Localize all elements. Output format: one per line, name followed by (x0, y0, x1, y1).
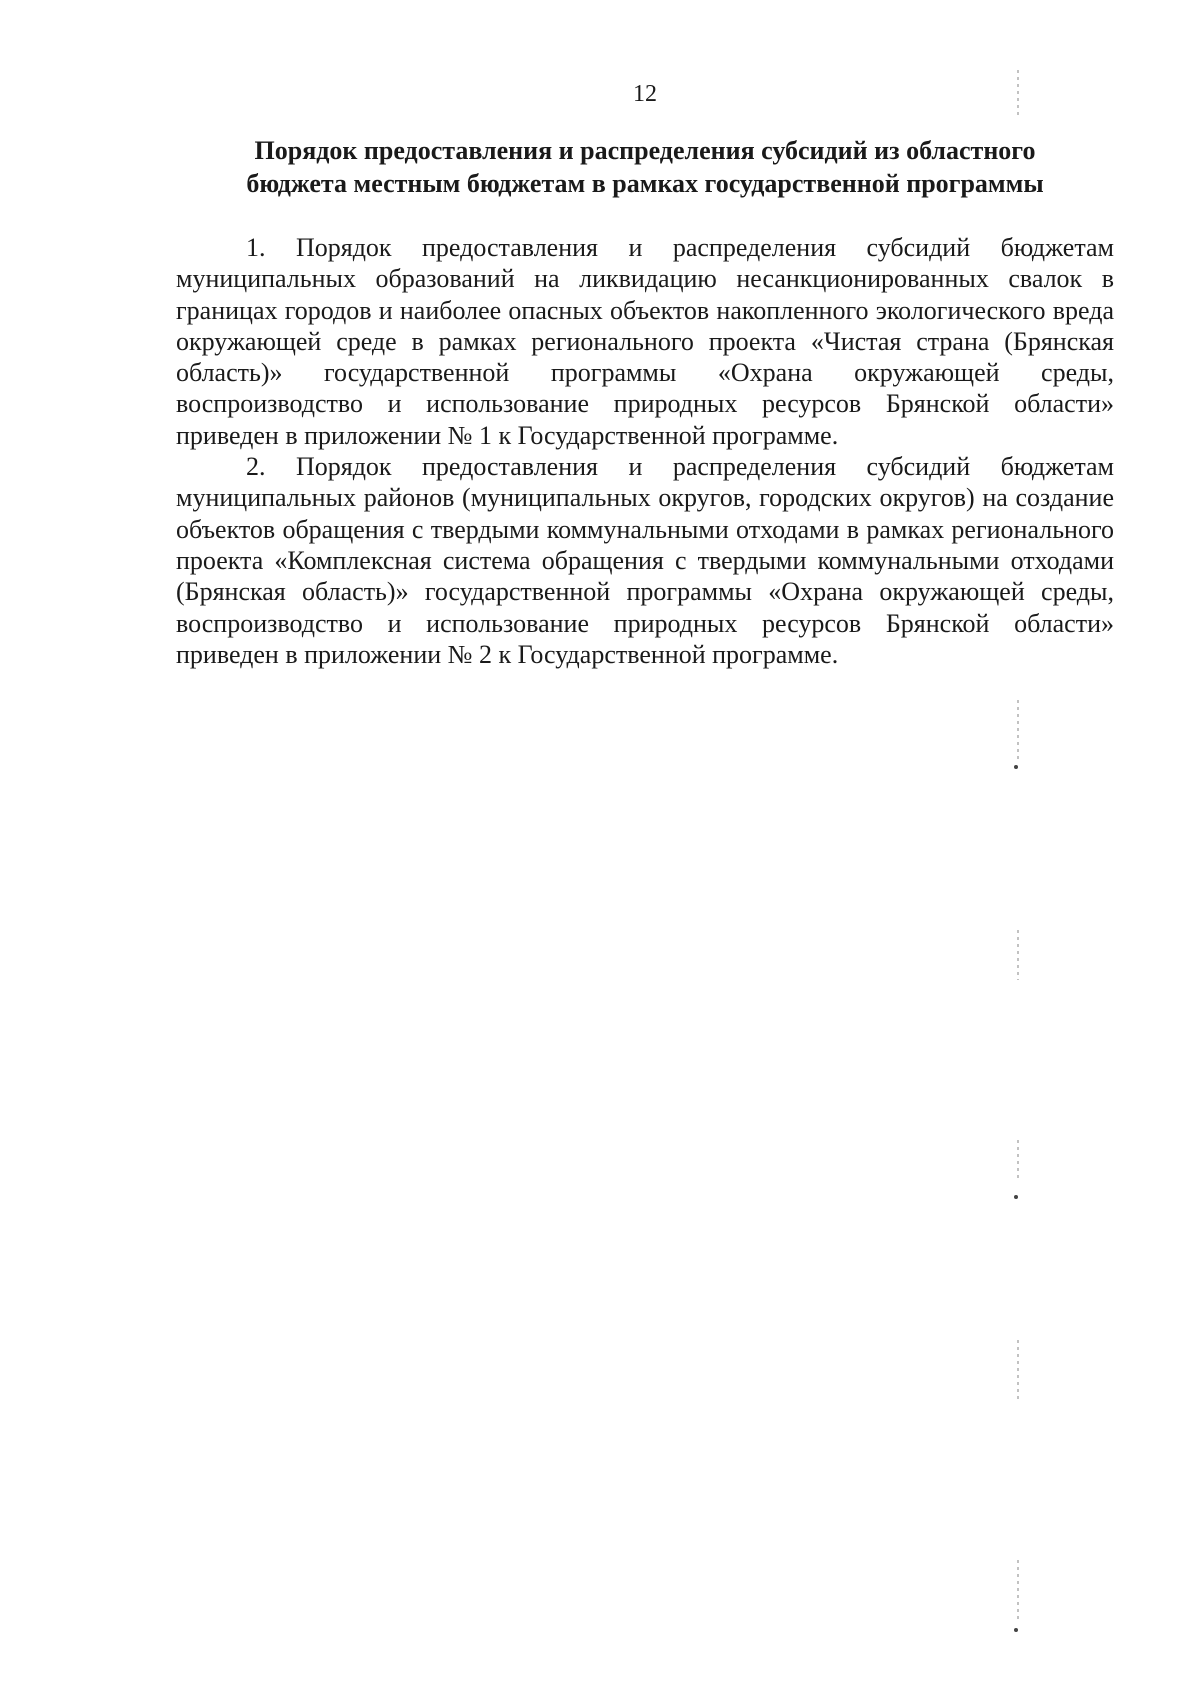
scan-artifact (1017, 1560, 1019, 1620)
scan-artifact (1017, 930, 1019, 980)
scan-artifact (1014, 765, 1018, 769)
scan-artifact (1017, 700, 1019, 760)
paragraph-1: 1. Порядок предоставления и распределения субсидий бюджетам муниципальных образований на ликвидацию несанкционированных свалок в границах городов и наиболее опасных объектов накопленного экологического вреда окружающей среде в рамках регионального проекта «Чистая страна (Брянская область)» государственной программы «Охрана окружающей среды, воспроизводство и использование природных ресурсов Брянской области» приведен в приложении № 1 к Государственной программе. (176, 233, 1114, 450)
scan-artifact (1014, 1195, 1018, 1199)
paragraph-2: 2. Порядок предоставления и распределения субсидий бюджетам муниципальных районов (муниципальных округов, городских округов) на создание объектов обращения с твердыми коммунальными отходами в рамках регионального проекта «Комплексная система обращения с твердыми коммунальными отходами (Брянская область)» государственной программы «Охрана окружающей среды, воспроизводство и использование природных ресурсов Брянской области» приведен в приложении № 2 к Государственной программе. (176, 452, 1114, 669)
page-number: 12 (633, 81, 657, 107)
scan-artifact (1017, 1340, 1019, 1400)
scan-artifact (1017, 1140, 1019, 1180)
title-line-2: бюджета местным бюджетам в рамках государственной программы (246, 169, 1044, 198)
scan-artifact (1017, 70, 1019, 116)
title-line-1: Порядок предоставления и распределения субсидий из областного (254, 136, 1036, 165)
scan-artifact (1014, 1628, 1018, 1632)
document-body (176, 232, 1114, 670)
document-title (190, 134, 1100, 200)
